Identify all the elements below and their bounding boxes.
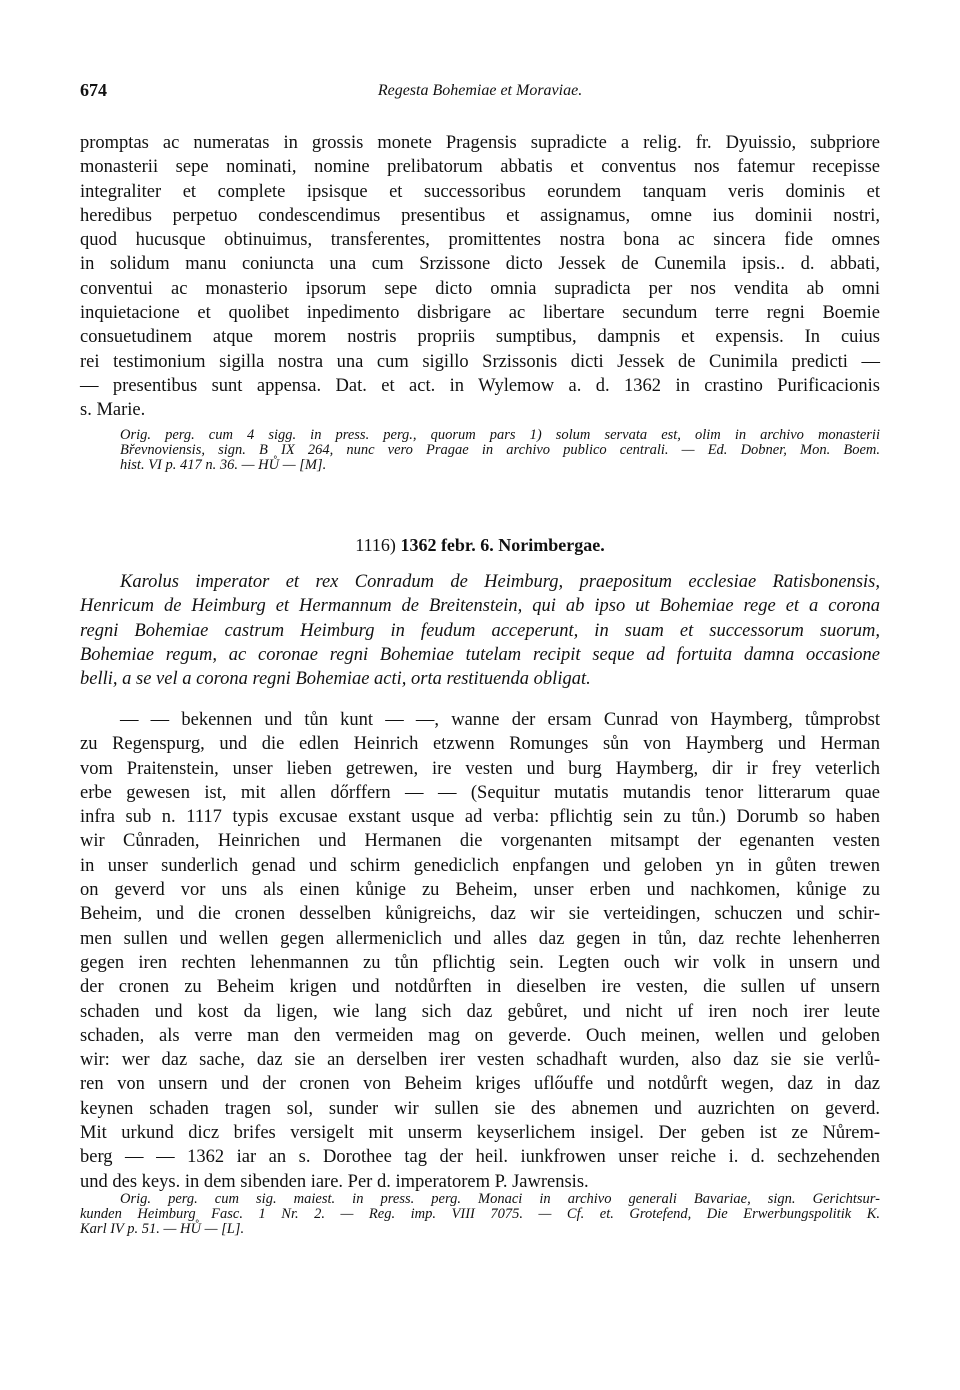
entry-number: 1116): [355, 535, 396, 555]
text-line: quod hucusque obtinuimus, transferentes, promittentes nostra bona ac sincera fide omnes: [80, 230, 880, 251]
text-line: berg — — 1362 iar an s. Dorothee tag der heil. iunkfrowen unser reiche i. d. sechzehenden: [80, 1147, 880, 1168]
previous-entry-text: [80, 131, 880, 423]
text-line: und des keys. in dem sibenden iare. Per d. imperatorem P. Jawrensis.: [80, 1171, 589, 1192]
charter-text: [80, 708, 880, 1194]
text-line: — — bekennen und tůn kunt — —, wanne der ersam Cunrad von Haymberg, tůmprobst: [120, 710, 880, 730]
running-title: Regesta Bohemiae et Moraviae.: [377, 82, 583, 99]
source-note: [120, 428, 880, 473]
entry-summary: [80, 570, 880, 691]
note-line: kunden Heimburg Fasc. 1 Nr. 2. — Reg. imp. VIII 7075. — Cf. et. Grotefend, Die Erwerbungspolitik K.: [80, 1206, 880, 1222]
regest-summary: [80, 570, 880, 691]
text-line: wir Cůnraden, Heinrichen und Hermanen die vorgenanten mitsampt der egenanten vesten: [80, 831, 880, 852]
text-line: men sullen und wellen gegen allermeniclich und alles daz gegen in tůn, daz rechte lehenherren: [80, 928, 880, 949]
text-line: in unser sunderlich genad und schirm genediclich enpfangen und geloben yn in gůten trewen: [80, 855, 880, 876]
entry-source-note: [80, 1191, 880, 1237]
text-line: schaden, als verre man den vermeiden mag on geverde. Ouch meinen, wellen und geloben: [80, 1025, 880, 1046]
text-line: erbe gewesen ist, mit allen dőrffern — — (Sequitur mutatis mutandis tenor litterarum quae: [80, 782, 880, 803]
entry-date-place: 1362 febr. 6. Norimbergae.: [400, 535, 605, 555]
text-line: monasterii sepe nominati, nomine prelibatorum abbatis et conventus nos fatemur recepisse: [80, 157, 880, 178]
note-line: Orig. perg. cum 4 sigg. in press. perg., quorum pars 1) solum servata est, olim in archivo monasterii: [120, 427, 880, 443]
text-line: integraliter et complete ipsisque et successoribus eorundem tanquam veris dominis et: [80, 181, 880, 202]
text-line: on geverd vor uns als einen kůnige zu Beheim, unser erben und nachkomen, kůnige zu: [80, 880, 880, 901]
text-line: heredibus perpetuo condescendimus presentibus et assignamus, omne ius dominii nostri,: [80, 205, 880, 226]
note-line: Orig. perg. cum sig. maiest. in press. perg. Monaci in archivo generali Bavariae, sign. Gerichtsur-: [120, 1191, 880, 1207]
summary-line: Karolus imperator et rex Conradum de Heimburg, praepositum ecclesiae Ratisbonensis,: [120, 572, 880, 592]
summary-line: belli, a se vel a corona regni Bohemiae acti, orta restituenda obligat.: [80, 669, 591, 690]
previous-entry-source-note: [120, 428, 880, 473]
text-line: conventui ac monasterio ipsorum sepe dicto omnia supradicta per nos vendita ab omni: [80, 278, 880, 299]
summary-line: regni Bohemiae castrum Heimburg in feudum acceperunt, in suam et successorum suorum,: [80, 620, 880, 641]
entry-heading: [80, 535, 880, 556]
text-line: inquietacione et quolibet inpedimento disbrigare ac libertare secundum terre regni Boemie: [80, 303, 880, 324]
text-line: der cronen zu Beheim krigen und notdůrften in dieselben ire vesten, die sullen uf unsern: [80, 977, 880, 998]
page-header: [80, 80, 880, 104]
text-line: gegen iren rechten lehenmannen zu tůn pflichtig sein. Legten ouch wir volk in unsern und: [80, 952, 880, 973]
summary-line: Henricum de Heimburg et Hermannum de Breitenstein, qui ab ipso ut Bohemiae rege et a corona: [80, 596, 880, 617]
entry-text: [80, 708, 880, 1194]
note-line: hist. VI p. 417 n. 36. — HŮ — [M].: [120, 457, 327, 473]
note-line: Břevnoviensis, sign. B IX 264, nunc vero Pragae in archivo publico centrali. — Ed. Dobner, Mon. Boem.: [120, 442, 880, 458]
text-line: wir: wer daz sache, daz sie an derselben irer vesten schadhaft wurden, also daz sie sie verlů-: [80, 1050, 880, 1071]
text-line: rei testimonium sigilla nostra una cum sigillo Srzissonis dicti Jessek de Cunimila predicti —: [80, 351, 880, 372]
previous-entry-paragraph: [80, 131, 880, 423]
text-line: schaden und kost da ligen, wie lang sich daz gebůret, und nicht uf iren noch irer leute: [80, 1001, 880, 1022]
text-line: vom Praitenstein, unser lieben getrewen, ire vesten und burg Haymberg, dir ir frey veterlich: [80, 758, 880, 779]
page-number: 674: [80, 80, 107, 100]
text-line: keynen schaden tragen sol, sunder wir sullen sie des abnemen und auzrichten on geverd.: [80, 1098, 880, 1119]
text-line: Beheim, und die cronen desselben kůnigreichs, daz wir sie verteidingen, schuczen und schir-: [80, 904, 880, 925]
summary-line: Bohemiae regum, ac coronae regni Bohemiae tutelam recipit seque ad fortuita damna occasione: [80, 644, 880, 665]
source-note: [80, 1191, 880, 1237]
text-line: zu Regenspurg, und die edlen Heinrich etzwenn Romunges sůn von Haymberg und Herman: [80, 734, 880, 755]
text-line: consuetudinem atque morem nostris propriis sumptibus, dampnis et expensis. In cuius: [80, 327, 880, 348]
text-line: ren von unsern und der cronen von Beheim kriges uflőuffe und notdůrft wegen, daz in daz: [80, 1074, 880, 1095]
text-line: — presentibus sunt appensa. Dat. et act. in Wylemow a. d. 1362 in crastino Purificacionis: [80, 375, 880, 396]
text-line: infra sub n. 1117 typis excusae exstant usque ad verba: pflichtig sein zu tůn.) Dorumb so haben: [80, 807, 880, 828]
text-line: in solidum manu coniuncta una cum Srzissone dicto Jessek de Cunemila ipsis.. d. abbati,: [80, 254, 880, 275]
text-line: Mit urkund dicz brifes versigelt mit unserm keyserlichem insigel. Der geben ist ze Nůrem-: [80, 1123, 880, 1144]
note-line: Karl IV p. 51. — HŮ — [L].: [80, 1221, 245, 1237]
text-line: s. Marie.: [80, 400, 146, 421]
text-line: promptas ac numeratas in grossis monete Pragensis supradicte a relig. fr. Dyuissio, subpriore: [80, 133, 880, 153]
